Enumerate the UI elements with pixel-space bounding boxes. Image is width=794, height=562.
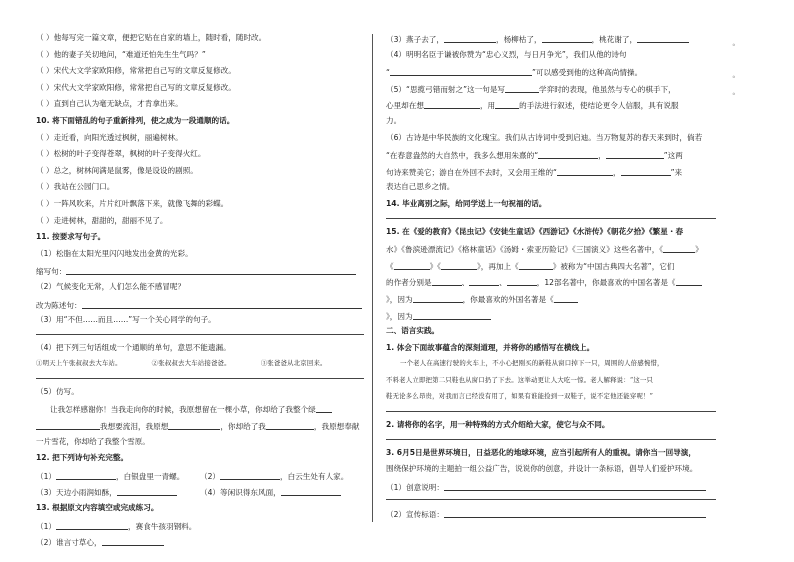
- q11-1-blank[interactable]: [66, 266, 356, 275]
- q10-item-c: （ ）总之，树林间满是鼠雾，像是设设的剧照。: [36, 165, 198, 175]
- q11-5-prompt: （5）仿写。: [36, 386, 79, 396]
- q15-text-c: 》: [695, 245, 703, 255]
- q11-5-blank-2[interactable]: [36, 421, 100, 430]
- q13-1-num: （1）: [36, 521, 57, 531]
- q11-4-answer-line[interactable]: [36, 377, 364, 379]
- q11-2-answer: [36, 300, 364, 309]
- q15-blank-3[interactable]: [441, 261, 477, 270]
- r3-text-c: ，桃花谢了，: [591, 35, 638, 44]
- q12-1-text: ，白银盘里一青螺。: [116, 471, 185, 481]
- q14-answer-line[interactable]: [386, 217, 716, 219]
- r6-line-4: 表达自己思乡之情。: [386, 182, 455, 192]
- r5-line-2: [386, 100, 716, 109]
- q15-text-h: 的作者分别是: [386, 278, 432, 288]
- question-12-title: 12. 把下列诗句补充完整。: [36, 453, 129, 463]
- sort-item-3: （ ）宋代大文学家欧阳修，常常把自己写的文章反复修改。: [36, 66, 236, 76]
- q15-blank-4[interactable]: [519, 261, 553, 270]
- q13-2-blank[interactable]: [102, 537, 164, 546]
- q10-item-a: （ ）走近看，向阳光透过枫树，丽遍树林。: [36, 132, 183, 142]
- q11-4-prompt: （4）把下列三句话组成一个通顺的单句，意思不能遗漏。: [36, 342, 231, 352]
- right-column: [386, 34, 716, 526]
- story-line-2: 不料老人立即把第二只鞋也从窗口扔了下去。这举动更让人大吃一惊。老人解释说：“这一只: [386, 375, 654, 384]
- r4-blank[interactable]: [390, 67, 532, 76]
- q11-2-prompt: （2）气候变化无常，人们怎么能不感冒呢？: [36, 281, 186, 291]
- q10-item-e: （ ）一阵风吹来，片片红叶飘落下来，就像飞舞的彩蝶。: [36, 198, 229, 208]
- section-2-title: 二、语言实践。: [386, 326, 440, 336]
- q12-1-num: （1）: [36, 471, 57, 481]
- creative-blank[interactable]: [444, 482, 706, 491]
- r5-line-3: 力。: [386, 115, 402, 125]
- q11-4-sentence-1: ①明天上午张叔叔去大车站。: [36, 359, 122, 368]
- r6-text-c: ”这两: [663, 151, 683, 161]
- r3-blank-1[interactable]: [444, 34, 496, 43]
- q13-2-text: （2）谁言寸草心，: [36, 538, 102, 548]
- q15-text-g: 》被称为“中国古典四大名著”，它们: [552, 261, 675, 271]
- q11-1-answer: [36, 266, 364, 275]
- sort-item-5: （ ）直到自己认为毫无缺点，才肯拿出来。: [36, 99, 183, 109]
- q15-text-d: 《: [386, 261, 394, 271]
- q13-1-text: ，赛食牛孩羽钢料。: [128, 521, 197, 531]
- r5-text-e: 的手法进行叙述，使结论更令人信服，具有说服: [519, 101, 679, 111]
- r3-text-b: ，杨柳枯了，: [496, 35, 542, 44]
- practice-3-item-1: [386, 482, 716, 491]
- r5-blank-2[interactable]: [424, 100, 480, 109]
- q15-line-5: [386, 294, 716, 303]
- q10-item-d: （ ）我站在公园门口。: [36, 182, 115, 192]
- r5-text-c: 心里却在想: [386, 101, 424, 111]
- q15-blank-2[interactable]: [394, 261, 430, 270]
- q12-row-2: [36, 487, 364, 496]
- q12-item-2: [200, 471, 364, 480]
- q11-3-prompt: （3）用“不但……而且……”写一个关心同学的句子。: [36, 315, 216, 325]
- r6-line: （6）古诗是中华民族的文化瑰宝。我们从古诗词中受到启迪。当万物复苏的春天来到时，倘若: [386, 132, 703, 142]
- q15-line-6: [386, 311, 716, 320]
- q12-row-1: [36, 471, 364, 480]
- q11-4-sentence-3: ③张爸爸从北京回来。: [260, 359, 327, 368]
- r5-text: （5）“思揽弓错而射之”这一句是写: [386, 84, 506, 94]
- edge-mark-1: 。: [732, 39, 740, 47]
- q15-text-b: 水》《鲁滨逊漂流记》《格林童话》《汤姆・索亚历险记》《三国演义》这些名著中，《: [386, 245, 664, 255]
- q15-text-n: 》，因为: [386, 311, 413, 321]
- r5-blank-3[interactable]: [495, 100, 519, 109]
- q11-5-line-1: [36, 404, 364, 413]
- r6-blank-1[interactable]: [538, 150, 598, 159]
- q11-5-text-a: 让我怎样感谢你！当我走向你的时候，我原想留在一棵小草，你却给了我整个绿: [50, 405, 316, 415]
- q15-blank-10[interactable]: [554, 294, 578, 303]
- question-11-title: 11. 按要求写句子。: [36, 232, 106, 242]
- q12-2-num: （2）: [200, 471, 221, 481]
- q11-5-line-2: [36, 421, 364, 430]
- practice-1-answer-line[interactable]: [386, 410, 716, 412]
- q11-1-prompt: （1）松脂在太阳光里闪闪地发出金黄的光彩。: [36, 248, 193, 258]
- q11-5-text-b: 我想要流泪，我原想: [100, 422, 169, 432]
- q11-1-label: 缩写句：: [36, 267, 67, 277]
- q15-blank-6[interactable]: [469, 277, 499, 286]
- practice-3-title: 3. 6月5日是世界环境日，日益恶化的地球环境，应当引起所有人的重视。请你当一回导演，: [386, 447, 696, 457]
- sort-item-2: （ ）他的妻子关切地问，“难道还怕先生生气吗？”: [36, 49, 206, 59]
- edge-mark-2: 。: [732, 71, 740, 79]
- sort-item-4: （ ）宋代大文学家欧阳修，常常把自己写的文章反复修改。: [36, 82, 236, 92]
- q12-4-blank[interactable]: [281, 487, 341, 496]
- q15-blank-1[interactable]: [663, 244, 695, 253]
- q12-1-blank[interactable]: [56, 471, 116, 480]
- q12-2-text: ，白云生处有人家。: [280, 471, 349, 481]
- q12-item-1: [36, 471, 200, 480]
- q15-blank-7[interactable]: [507, 277, 537, 286]
- practice-1-title: 1. 体会下面故事蕴含的深刻道理，并将你的感悟写在横线上。: [386, 342, 595, 352]
- r6-text-e: ”来: [670, 167, 683, 177]
- q15-text-l: 》，因为: [386, 294, 413, 304]
- slogan-label: （2）宣传标语：: [386, 510, 444, 520]
- r3-text: （3）燕子去了，: [386, 35, 444, 44]
- r4-line: （4）明明名臣于谦被你赞为“忠心义烈，与日月争光”，我们从他的诗句: [386, 49, 627, 59]
- r6-text-d: 句诗来赞美它；游自在外回不去时，又会用王维的“: [386, 167, 557, 177]
- q12-3-text: （3）天边小雨润如酥，: [36, 488, 117, 498]
- r5-line: [386, 84, 716, 93]
- q13-item-2: [36, 537, 364, 546]
- q11-2-blank[interactable]: [82, 300, 362, 309]
- question-10-title: 10. 将下面错乱的句子重新排列，使之成为一段通顺的话。: [36, 115, 235, 125]
- q12-4-text: （4）等闲识得东风面，: [200, 488, 281, 498]
- question-14-title: 14. 毕业离别之际，给同学送上一句祝福的话。: [386, 198, 547, 208]
- q15-text-k: ，12部名著中，你最喜欢的中国名著是《: [536, 278, 676, 288]
- q11-4-sentences: [36, 360, 364, 369]
- r4-line-2: [386, 67, 716, 76]
- q11-5-blank-4[interactable]: [266, 421, 314, 430]
- r6-blank-2[interactable]: [606, 150, 664, 159]
- practice-3-line-2: 围绕保护环境的主题拍一组公益广告，说说你的创意，并设计一条标语，倡导人们爱护环境。: [386, 464, 698, 474]
- q11-4-sentence-2: ②张叔叔去大车站接爸爸。: [151, 359, 231, 368]
- r6-text-b: “在春意盎然的大自然中，我多么想用朱熹的“: [386, 151, 539, 161]
- creative-answer-line-2[interactable]: [386, 498, 716, 500]
- q15-blank-11[interactable]: [413, 311, 491, 320]
- q15-line-2: [386, 244, 716, 253]
- story-line-3: 鞋无论多么昂贵，对我而言已经没有用了，如果有谁能捡到一双鞋子，说不定他还能穿呢！”: [386, 392, 654, 401]
- q11-5-text-c: ，你却给了我: [220, 422, 266, 432]
- r5-blank-1[interactable]: [505, 84, 539, 93]
- q15-text-m: ，你最喜欢的外国名著是《: [462, 294, 554, 304]
- q11-5-line-3: 一片雪花，你却给了我整个雪原。: [36, 436, 150, 446]
- q15-blank-9[interactable]: [413, 294, 463, 303]
- q12-3-blank[interactable]: [117, 487, 177, 496]
- r3-line: [386, 34, 716, 43]
- q12-item-3: [36, 487, 200, 496]
- q15-sep-2: 、: [499, 278, 507, 288]
- r6-blank-3[interactable]: [557, 167, 613, 176]
- q12-2-blank[interactable]: [220, 471, 280, 480]
- question-15-title: 15. 在《爱的教育》《昆虫记》《安徒生童话》《西游记》《水浒传》《朝花夕拾》《繁星・春: [386, 226, 684, 236]
- story-line-1: 一个老人在高速行驶的火车上，不小心把刚买的新鞋从窗口掉下一只，周围的人倍感惋惜，: [400, 359, 664, 368]
- slogan-blank[interactable]: [444, 509, 706, 518]
- r5-text-d: ，用: [479, 101, 496, 111]
- q10-item-b: （ ）松树的叶子变得苍翠，枫树的叶子变得火红。: [36, 149, 206, 159]
- q11-5-text-d: ，我原想奉献: [313, 422, 360, 432]
- q13-item-1: [36, 521, 364, 530]
- r4-quote-open: “: [386, 68, 390, 78]
- q11-3-answer-line[interactable]: [36, 333, 364, 335]
- r4-text-c: ”可以感受到他的这种高尚情操。: [531, 68, 643, 78]
- left-column: [36, 34, 364, 554]
- q12-item-4: [200, 487, 364, 496]
- q15-blank-8[interactable]: [676, 277, 702, 286]
- q11-5-blank-1[interactable]: [316, 404, 332, 413]
- r5-text-b: 学弈时的表现，他虽然与专心的棋手下，: [539, 84, 676, 94]
- q13-1-blank[interactable]: [56, 521, 128, 530]
- practice-3-item-2: [386, 509, 716, 518]
- q10-item-f: （ ）走进树林，甜甜的，甜丽不见了。: [36, 215, 168, 225]
- q15-line-4: [386, 277, 716, 286]
- q11-5-blank-3[interactable]: [168, 421, 220, 430]
- practice-2-title: 2. 请将你的名字，用一种特殊的方式介绍给大家，使它与众不同。: [386, 420, 610, 430]
- q15-blank-5[interactable]: [432, 277, 462, 286]
- practice-2-answer-line[interactable]: [386, 438, 716, 440]
- q15-sep-1: 、: [461, 278, 470, 288]
- creative-label: （1）创意说明：: [386, 482, 444, 492]
- r6-line-2: “在春意盎然的大自然中，我多么想用朱熹的“ ， ”这两: [386, 151, 683, 161]
- r3-blank-3[interactable]: [637, 34, 689, 43]
- r6-line-3: 句诗来赞美它；游自在外回不去时，又会用王维的“ ， ”来: [386, 167, 683, 177]
- r6-blank-4[interactable]: [621, 167, 671, 176]
- q15-text-f: 》，再加上《: [476, 261, 519, 271]
- r3-blank-2[interactable]: [542, 34, 592, 43]
- q15-text-e: 》《: [429, 261, 441, 271]
- edge-mark-3: 。: [732, 88, 740, 96]
- q15-line-3: [386, 261, 716, 270]
- sort-item-1: （ ）他每写完一篇文章，便把它贴在自家的墙上，随时看，随时改。: [36, 33, 267, 42]
- q11-2-label: 改为陈述句：: [36, 300, 82, 310]
- column-divider: [372, 34, 373, 522]
- question-13-title: 13. 根据原文内容填空或完成练习。: [36, 503, 159, 513]
